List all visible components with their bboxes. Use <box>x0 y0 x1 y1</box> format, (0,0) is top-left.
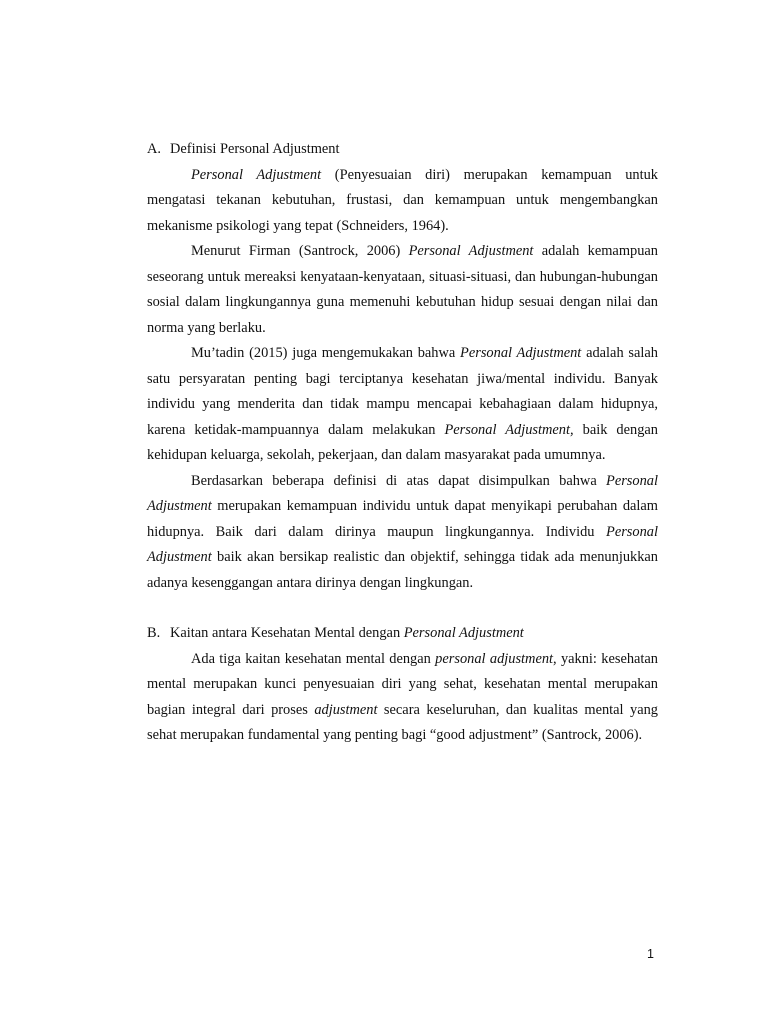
section-b-paragraph-1 <box>147 647 658 749</box>
section-a-letter: A. <box>147 141 161 157</box>
paragraph-text: adalah salah satu persyaratan penting bagi terciptanya kesehatan jiwa/mental individu. Banyak individu yang menderita dan tidak mampu mencapai kebahagiaan dalam hidupnya, karena ketidak-mampuannya dalam melakukan <box>147 345 658 438</box>
term-adjustment: adjustment <box>314 701 378 718</box>
section-a-paragraph-1 <box>147 163 658 240</box>
term-personal-adjustment: Personal Adjustment <box>147 523 658 565</box>
paragraph-text: baik dengan kehidupan keluarga, sekolah, pekerjaan, dan dalam masyarakat pada umumnya. <box>147 421 658 463</box>
section-a-paragraph-4 <box>147 469 658 597</box>
section-a-title: Definisi Personal Adjustment <box>170 141 340 157</box>
term-personal-adjustment: Personal Adjustment <box>460 345 582 361</box>
section-a-heading <box>147 137 658 163</box>
paragraph-text: Mu’tadin (2015) juga mengemukakan bahwa <box>191 345 461 361</box>
term-personal-adjustment: personal adjustment <box>435 650 554 667</box>
term-personal-adjustment: Personal Adjustment <box>147 472 658 514</box>
paragraph-text: Berdasarkan beberapa definisi di atas dapat disimpulkan bahwa <box>191 472 607 489</box>
term-personal-adjustment: Personal Adjustment, <box>444 421 574 438</box>
paragraph-text: Ada tiga kaitan kesehatan mental dengan <box>191 650 436 667</box>
paragraph-text: (Penyesuaian diri) merupakan kemampuan untuk mengatasi tekanan kebutuhan, frustasi, dan kemampuan untuk mengembangkan mekanisme psikologi yang tepat (Schneiders, 1964). <box>147 166 658 234</box>
paragraph-text: secara keseluruhan, dan kualitas mental yang sehat merupakan fundamental yang penting bagi “good adjustment” (Santrock, 2006). <box>147 701 658 743</box>
paragraph-text: Menurut Firman (Santrock, 2006) <box>191 243 409 259</box>
section-b-letter: B. <box>147 625 161 641</box>
section-b-title-term: Personal Adjustment <box>403 625 524 641</box>
page-body <box>147 137 658 749</box>
paragraph-text: merupakan kemampuan individu untuk dapat menyikapi perubahan dalam hidupnya. Baik dari dalam dirinya maupun lingkungannya. Individu <box>147 498 658 540</box>
term-personal-adjustment: Personal Adjustment <box>408 243 534 259</box>
term-personal-adjustment: Personal Adjustment <box>191 166 322 183</box>
paragraph-text: adalah kemampuan seseorang untuk mereaksi kenyataan-kenyataan, situasi-situasi, dan hubungan-hubungan sosial dalam lingkungannya guna memenuhi kebutuhan hidup sesuai dengan nilai dan norma yang berlaku. <box>147 243 658 336</box>
paragraph-text: baik akan bersikap realistic dan objektif, sehingga tidak ada menunjukkan adanya kesenggangan antara dirinya dengan lingkungan. <box>147 549 658 591</box>
paragraph-text: , yakni: kesehatan mental merupakan kunci penyesuaian diri yang sehat, kesehatan mental merupakan bagian integral dari proses <box>147 650 658 718</box>
section-a-paragraph-3 <box>147 341 658 469</box>
section-spacer <box>147 596 658 621</box>
page-number: 1 <box>647 947 654 961</box>
section-b-heading <box>147 621 658 647</box>
section-b-title: Kaitan antara Kesehatan Mental dengan <box>170 625 404 641</box>
section-a-paragraph-2 <box>147 239 658 341</box>
